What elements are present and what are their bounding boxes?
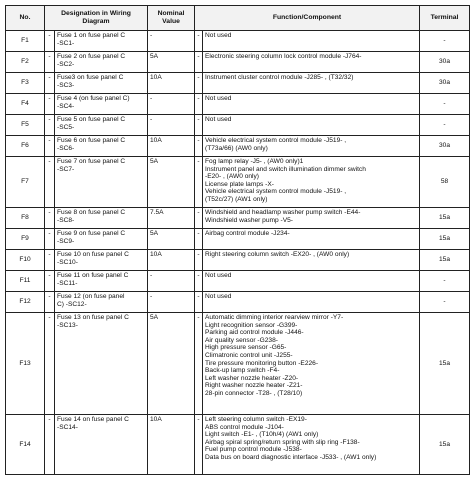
function-dash: -: [195, 271, 203, 292]
designation-line: Fuse 14 on fuse panel C: [57, 416, 129, 423]
function-line: Airbag control module -J234-: [205, 230, 290, 237]
designation-line: Fuse 2 on fuse panel C: [57, 53, 126, 60]
fuse-designation: [55, 52, 148, 73]
table-row: [6, 208, 470, 229]
fuse-designation: [55, 157, 148, 208]
function-dash: -: [195, 313, 203, 415]
designation-line: Fuse 4 (on fuse panel C): [57, 95, 130, 102]
terminal: 30a: [420, 73, 470, 94]
terminal: 15a: [420, 415, 470, 475]
table-row: [6, 52, 470, 73]
designation-line: Fuse 12 (on fuse panel: [57, 293, 125, 300]
table-row: [6, 136, 470, 157]
function-line: High pressure sensor -G65-: [205, 344, 287, 352]
designation-line: C) -SC12-: [57, 300, 87, 308]
nominal-value: 10A: [148, 250, 195, 271]
designation-dash: -: [45, 229, 55, 250]
terminal: 15a: [420, 250, 470, 271]
function-line: Light switch -E1- , (T10h/4) (AW1 only): [205, 431, 319, 439]
function-line: Instrument cluster control module -J285- , (T32/32): [205, 74, 354, 81]
terminal: 15a: [420, 229, 470, 250]
function-dash: -: [195, 157, 203, 208]
terminal: 58: [420, 157, 470, 208]
function-line: (T52c/27) (AW1 only): [205, 195, 268, 203]
function-component: [203, 313, 420, 415]
function-dash: -: [195, 52, 203, 73]
function-line: Not used: [205, 32, 232, 39]
function-line: Vehicle electrical system control module -J519- ,: [205, 188, 347, 196]
table-row: [6, 115, 470, 136]
designation-line: -SC14-: [57, 423, 78, 431]
designation-dash: -: [45, 94, 55, 115]
function-line: Left washer nozzle heater -Z20-: [205, 374, 299, 382]
fuse-number: F9: [6, 229, 45, 250]
table-row: [6, 31, 470, 52]
function-line: Climatronic control unit -J255-: [205, 351, 293, 359]
function-dash: -: [195, 94, 203, 115]
table-row: [6, 292, 470, 313]
function-line: License plate lamps -X-: [205, 180, 274, 188]
function-line: Windshield washer pump -V5-: [205, 216, 293, 224]
designation-line: Fuse 11 on fuse panel C: [57, 272, 129, 279]
function-component: [203, 52, 420, 73]
function-line: Back-up lamp switch -F4-: [205, 367, 280, 375]
designation-line: -SC4-: [57, 102, 75, 110]
terminal: -: [420, 292, 470, 313]
table-row: [6, 229, 470, 250]
designation-dash: -: [45, 115, 55, 136]
function-dash: -: [195, 136, 203, 157]
terminal: -: [420, 115, 470, 136]
terminal: 15a: [420, 208, 470, 229]
designation-dash: -: [45, 73, 55, 94]
function-dash: -: [195, 229, 203, 250]
nominal-value: 5A: [148, 52, 195, 73]
designation-line: -SC1-: [57, 39, 75, 47]
function-line: Fog lamp relay -J5- , (AW0 only)1: [205, 158, 304, 165]
designation-dash: -: [45, 31, 55, 52]
fuse-designation: [55, 229, 148, 250]
fuse-number: F13: [6, 313, 45, 415]
designation-line: Fuse 5 on fuse panel C: [57, 116, 126, 123]
designation-line: Fuse 8 on fuse panel C: [57, 209, 126, 216]
function-line: Airbag spiral spring/return spring with slip ring -F138-: [205, 438, 360, 446]
terminal: 30a: [420, 136, 470, 157]
fuse-designation: [55, 271, 148, 292]
designation-line: -SC6-: [57, 144, 75, 152]
function-line: -E20- , (AW0 only): [205, 173, 259, 181]
fuse-number: F7: [6, 157, 45, 208]
fuse-designation: [55, 31, 148, 52]
designation-line: -SC9-: [57, 237, 75, 245]
header-nominal-value: Nominal Value: [148, 6, 195, 31]
nominal-value: -: [148, 31, 195, 52]
function-line: Electronic steering column lock control module -J764-: [205, 53, 362, 60]
fuse-number: F14: [6, 415, 45, 475]
function-component: [203, 292, 420, 313]
nominal-value: -: [148, 115, 195, 136]
function-line: (T73a/66) (AW0 only): [205, 144, 268, 152]
designation-line: -SC8-: [57, 216, 75, 224]
table-row: [6, 415, 470, 475]
nominal-value: -: [148, 271, 195, 292]
fuse-designation: [55, 208, 148, 229]
nominal-value: 7.5A: [148, 208, 195, 229]
function-dash: -: [195, 292, 203, 313]
function-component: [203, 415, 420, 475]
designation-dash: -: [45, 157, 55, 208]
nominal-value: -: [148, 292, 195, 313]
function-line: Data bus on board diagnostic interface -J533- , (AW1 only): [205, 453, 377, 461]
table-row: [6, 94, 470, 115]
table-row: [6, 250, 470, 271]
terminal: -: [420, 94, 470, 115]
function-component: [203, 208, 420, 229]
function-component: [203, 271, 420, 292]
terminal: -: [420, 31, 470, 52]
designation-line: Fuse 10 on fuse panel C: [57, 251, 129, 258]
designation-dash: -: [45, 136, 55, 157]
function-component: [203, 94, 420, 115]
function-line: Instrument panel and switch illumination dimmer switch: [205, 165, 366, 173]
function-dash: -: [195, 415, 203, 475]
table-row: [6, 157, 470, 208]
function-dash: -: [195, 250, 203, 271]
fuse-designation: [55, 94, 148, 115]
function-line: Parking aid control module -J446-: [205, 329, 304, 337]
fuse-number: F1: [6, 31, 45, 52]
table-row: [6, 73, 470, 94]
designation-dash: -: [45, 313, 55, 415]
function-line: Right washer nozzle heater -Z21-: [205, 382, 303, 390]
fuse-designation: [55, 136, 148, 157]
designation-line: -SC13-: [57, 321, 78, 329]
fuse-number: F5: [6, 115, 45, 136]
function-dash: -: [195, 115, 203, 136]
fuse-designation: [55, 73, 148, 94]
function-component: [203, 136, 420, 157]
designation-line: -SC7-: [57, 165, 75, 173]
designation-dash: -: [45, 250, 55, 271]
header-function: Function/Component: [195, 6, 420, 31]
fuse-designation: [55, 292, 148, 313]
fuse-number: F12: [6, 292, 45, 313]
fuse-designation: [55, 313, 148, 415]
nominal-value: 5A: [148, 229, 195, 250]
function-component: [203, 73, 420, 94]
table-row: [6, 313, 470, 415]
designation-line: -SC5-: [57, 123, 75, 131]
fuse-number: F3: [6, 73, 45, 94]
designation-dash: -: [45, 52, 55, 73]
designation-dash: -: [45, 208, 55, 229]
function-line: Not used: [205, 116, 232, 123]
nominal-value: 5A: [148, 313, 195, 415]
nominal-value: 10A: [148, 73, 195, 94]
designation-line: Fuse 9 on fuse panel C: [57, 230, 126, 237]
header-row: [6, 6, 470, 31]
designation-line: -SC10-: [57, 258, 78, 266]
terminal: 30a: [420, 52, 470, 73]
designation-line: Fuse 7 on fuse panel C: [57, 158, 126, 165]
fuse-table: [5, 5, 470, 475]
function-line: Right steering column switch -EX20- , (AW0 only): [205, 251, 350, 258]
function-line: Tire pressure monitoring button -E226-: [205, 359, 319, 367]
function-line: ABS control module -J104-: [205, 423, 284, 431]
terminal: 15a: [420, 313, 470, 415]
fuse-number: F6: [6, 136, 45, 157]
function-component: [203, 157, 420, 208]
terminal: -: [420, 271, 470, 292]
designation-line: Fuse 6 on fuse panel C: [57, 137, 126, 144]
nominal-value: 10A: [148, 415, 195, 475]
function-dash: -: [195, 73, 203, 94]
function-component: [203, 250, 420, 271]
function-line: Left steering column switch -EX19-: [205, 416, 307, 423]
function-line: Vehicle electrical system control module -J519- ,: [205, 137, 347, 144]
nominal-value: 5A: [148, 157, 195, 208]
function-line: Light recognition sensor -G399-: [205, 321, 298, 329]
fuse-table-body: [6, 31, 470, 475]
designation-line: -SC3-: [57, 81, 75, 89]
fuse-number: F10: [6, 250, 45, 271]
function-line: Not used: [205, 293, 232, 300]
designation-line: Fuse 13 on fuse panel C: [57, 314, 129, 321]
function-line: 28-pin connector -T28- , (T28/10): [205, 389, 303, 397]
header-terminal: Terminal: [420, 6, 470, 31]
designation-dash: -: [45, 292, 55, 313]
function-line: Air quality sensor -G238-: [205, 336, 278, 344]
function-line: Automatic dimming interior rearview mirror -Y7-: [205, 314, 344, 321]
fuse-number: F11: [6, 271, 45, 292]
header-no: No.: [6, 6, 45, 31]
fuse-number: F8: [6, 208, 45, 229]
function-dash: -: [195, 31, 203, 52]
function-component: [203, 229, 420, 250]
fuse-designation: [55, 115, 148, 136]
table-row: [6, 271, 470, 292]
fuse-number: F2: [6, 52, 45, 73]
function-line: Fuel pump control module -J538-: [205, 446, 302, 454]
function-line: Windshield and headlamp washer pump switch -E44-: [205, 209, 361, 216]
designation-dash: -: [45, 271, 55, 292]
function-line: Not used: [205, 272, 232, 279]
function-component: [203, 31, 420, 52]
designation-dash: -: [45, 415, 55, 475]
function-line: Not used: [205, 95, 232, 102]
designation-line: -SC2-: [57, 60, 75, 68]
designation-line: Fuse3 on fuse panel C: [57, 74, 124, 81]
designation-line: -SC11-: [57, 279, 78, 287]
nominal-value: -: [148, 94, 195, 115]
header-designation: Designation in Wiring Diagram: [45, 6, 148, 31]
fuse-designation: [55, 415, 148, 475]
designation-line: Fuse 1 on fuse panel C: [57, 32, 126, 39]
nominal-value: 10A: [148, 136, 195, 157]
fuse-number: F4: [6, 94, 45, 115]
function-component: [203, 115, 420, 136]
function-dash: -: [195, 208, 203, 229]
fuse-designation: [55, 250, 148, 271]
